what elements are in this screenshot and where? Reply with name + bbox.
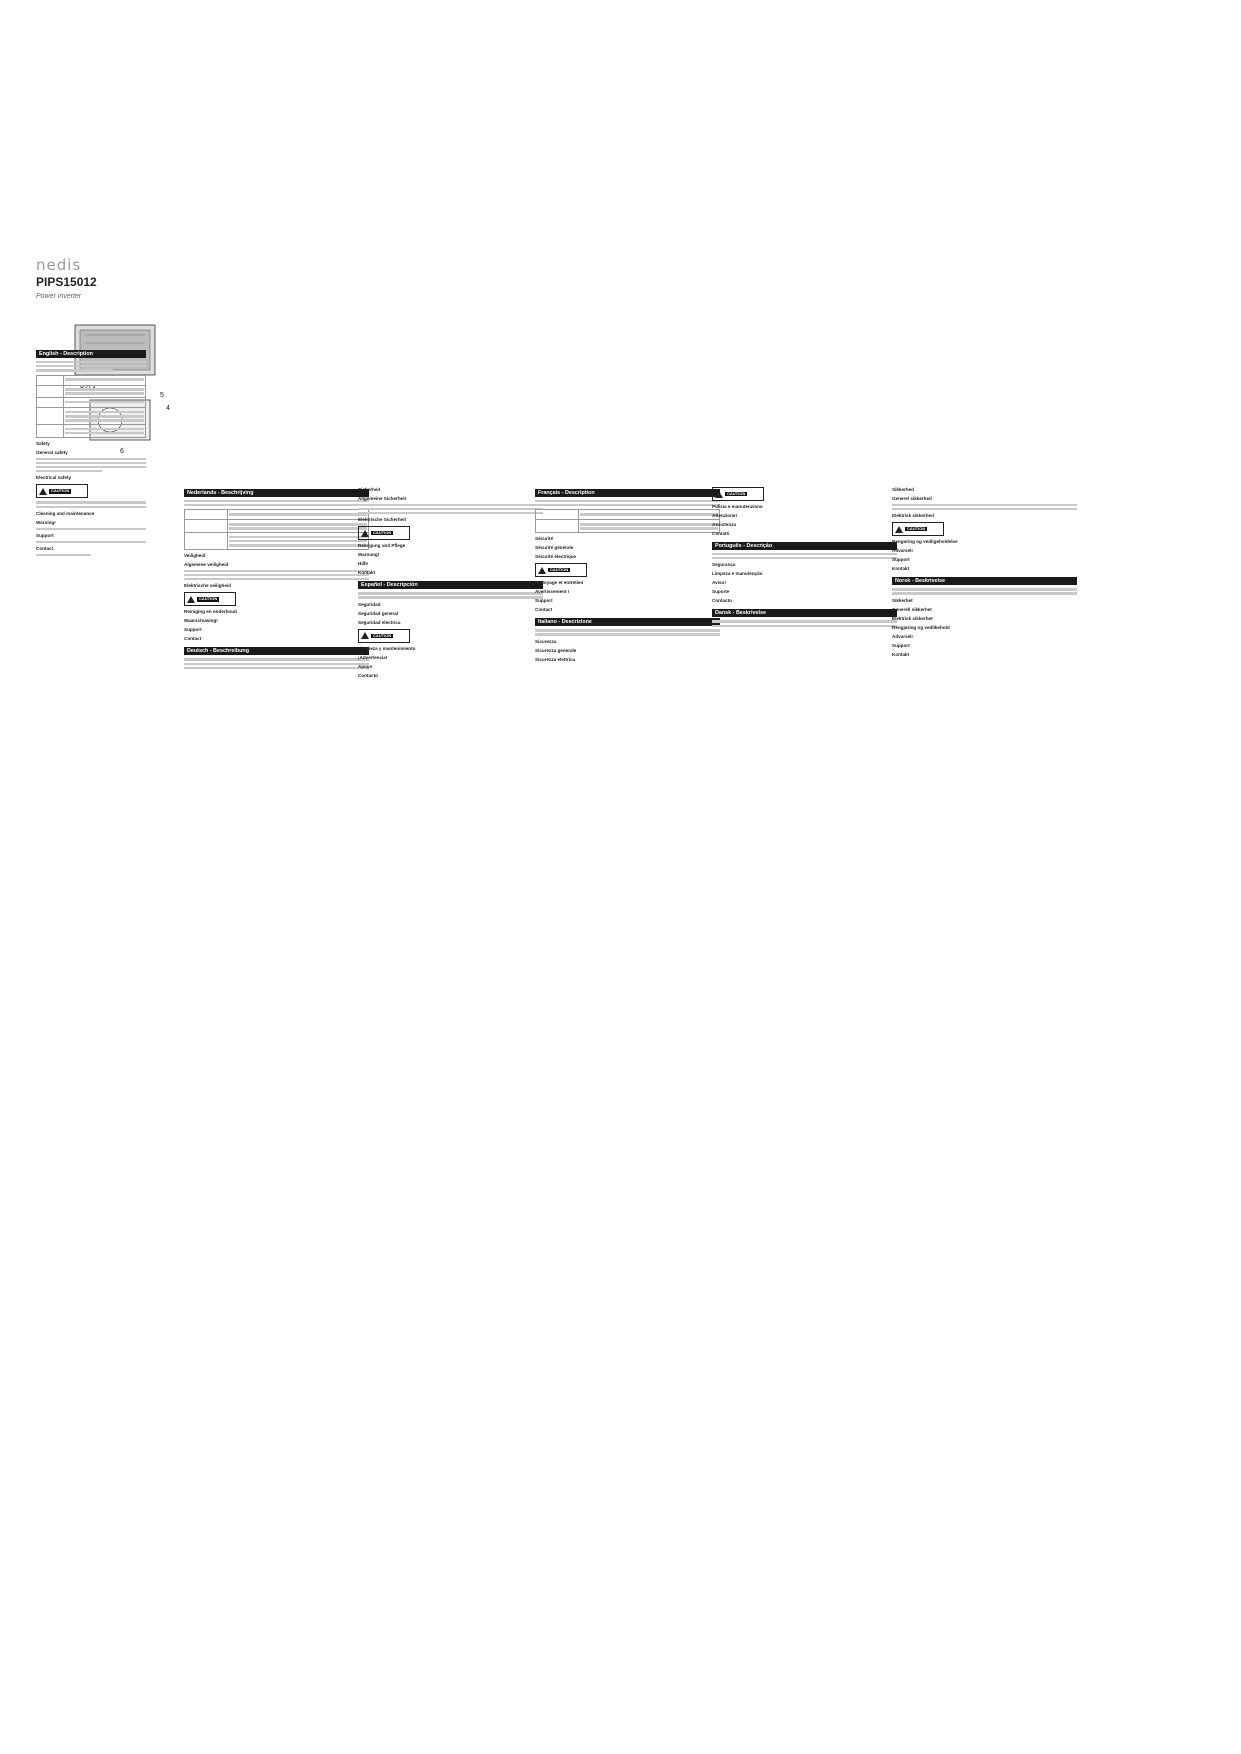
column-french-italian [535, 484, 720, 663]
subheading: Waarschuwing! [184, 618, 218, 624]
callout-4: 4 [166, 405, 170, 412]
spec-table [535, 509, 720, 533]
subheading: Kontakt [892, 651, 910, 657]
subheading: Contact [535, 607, 553, 613]
subheading: Support [36, 533, 54, 539]
column-english [36, 345, 146, 558]
subheading: Contacto [358, 672, 378, 678]
subheading: Support [892, 557, 910, 563]
spec-table [184, 509, 369, 550]
section-heading: Norsk - Beskrivelse [892, 577, 1077, 585]
column-german-spanish [358, 484, 543, 679]
caution-label: CAUTION [36, 484, 88, 498]
section-heading: English - Description [36, 350, 146, 358]
subheading: Limpieza y mantenimiento [358, 645, 416, 651]
product-subtitle: Power inverter [36, 293, 82, 300]
subheading: Sikkerhed [892, 487, 914, 492]
subheading: Nettoyage et entretien [535, 580, 584, 586]
subheading: Avertissement ! [535, 589, 570, 595]
subheading: Sicurezza [535, 638, 557, 644]
subheading: Sécurité [535, 536, 554, 542]
subheading: Elektrisk sikkerhet [892, 615, 933, 621]
subheading: Sikkerhet [892, 597, 913, 603]
subheading: Generell sikkerhet [892, 606, 932, 612]
subheading: Aviso! [712, 580, 726, 586]
section-heading: Español - Descripción [358, 581, 543, 589]
column-dutch-german [184, 484, 369, 671]
model-number: PIPS15012 [36, 275, 97, 289]
subheading: Support [184, 627, 202, 633]
subheading: Seguridad general [358, 610, 399, 616]
subheading: Suporte [712, 589, 730, 595]
subheading: Seguridad eléctrica [358, 619, 401, 625]
subheading: Sicurezza elettrica [535, 656, 576, 662]
subheading: Reiniging en onderhoud [184, 609, 237, 615]
caution-label: CAUTION [358, 526, 410, 540]
subheading: Sicurezza generale [535, 647, 577, 653]
subheading: Elektrische veiligheid [184, 583, 231, 589]
subheading: Segurança [712, 562, 736, 568]
subheading: Sicherheit [358, 487, 381, 492]
subheading: Kontakt [358, 570, 376, 576]
subheading: Sécurité électrique [535, 554, 577, 560]
section-heading: Italiano - Descrizione [535, 618, 720, 626]
section-heading: Português - Descrição [712, 542, 897, 550]
subheading: Safety [36, 441, 50, 447]
subheading: Support [892, 642, 910, 648]
subheading: Veiligheid [184, 553, 206, 559]
subheading: General safety [36, 450, 68, 456]
subheading: Contact [184, 636, 202, 642]
subheading: Apoyo [358, 663, 373, 669]
caution-label: CAUTION [184, 592, 236, 606]
subheading: Advarsel! [892, 633, 913, 639]
subheading: Rengøring og vedligeholdelse [892, 539, 958, 545]
callout-5: 5 [160, 392, 164, 399]
subheading: Kontakt [892, 566, 910, 572]
subheading: Seguridad [358, 601, 381, 607]
subheading: Algemene veiligheid [184, 562, 229, 568]
caution-label: CAUTION [358, 629, 410, 643]
subheading: Rengjøring og vedlikehold [892, 624, 950, 630]
subheading: Contatti [712, 531, 730, 536]
brand-logo: nedis [36, 256, 82, 274]
section-heading: Deutsch - Beschreibung [184, 647, 369, 655]
subheading: Elektrische Sicherheit [358, 517, 407, 523]
subheading: Support [535, 598, 553, 604]
subheading: Sécurité générale [535, 545, 574, 551]
spec-table [36, 375, 146, 439]
caution-label: CAUTION [535, 563, 587, 577]
caution-label: CAUTION [892, 522, 944, 536]
callout-6: 6 [120, 448, 124, 455]
subheading: Warning! [36, 519, 56, 525]
subheading: Attenzione! [712, 513, 738, 518]
subheading: Assistenza [712, 522, 737, 527]
subheading: Advarsel! [892, 548, 913, 554]
subheading: Reinigung und Pflege [358, 543, 406, 549]
subheading: Hilfe [358, 561, 368, 567]
subheading: Pulizia e manutenzione [712, 504, 763, 509]
subheading: Generel sikkerhed [892, 496, 932, 501]
column-danish-norwegian [892, 484, 1077, 658]
column-portuguese-danish [712, 484, 897, 629]
section-heading: Dansk - Beskrivelse [712, 609, 897, 617]
subheading: ¡Advertencia! [358, 654, 388, 660]
subheading: Elektrisk sikkerhed [892, 513, 934, 519]
caution-label: CAUTION [712, 487, 764, 501]
subheading: Warnung! [358, 552, 380, 558]
section-heading: Français - Description [535, 489, 720, 497]
subheading: Allgemeine Sicherheit [358, 496, 406, 501]
subheading: Electrical safety [36, 475, 71, 481]
subheading: Limpeza e manutenção [712, 571, 763, 577]
subheading: Contacto [712, 598, 732, 604]
subheading: Cleaning and maintenance [36, 510, 95, 516]
subheading: Contact [36, 546, 54, 552]
section-heading: Nederlands - Beschrijving [184, 489, 369, 497]
